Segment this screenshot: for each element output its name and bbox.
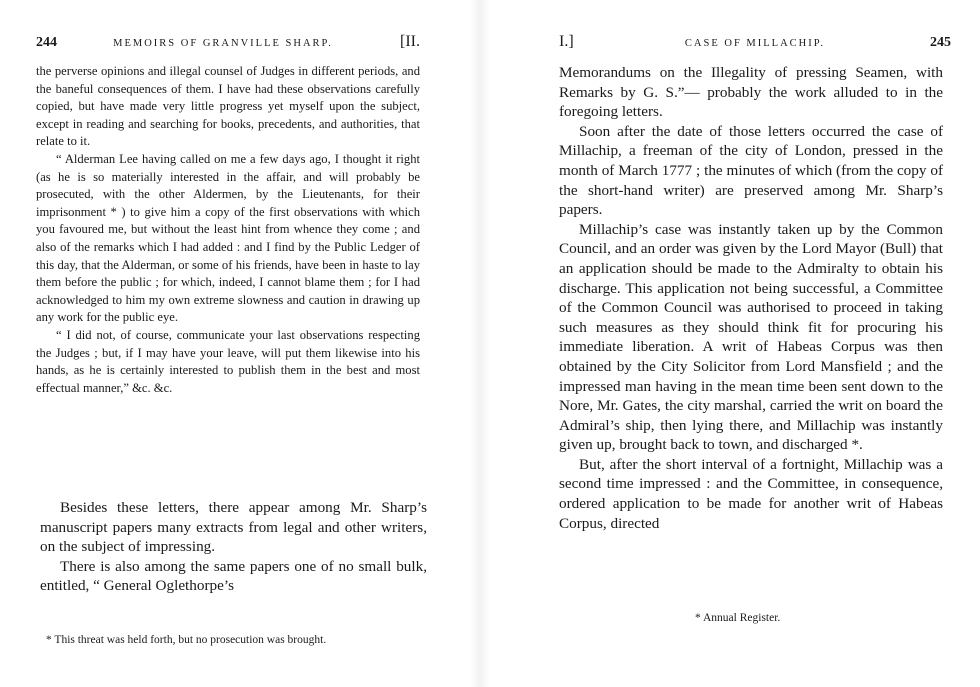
right-running-head — [559, 33, 951, 56]
quote-paragraph: “ I did not, of course, communicate your last observations respecting the Judges ; but, if I may have your leave, will put them likewise into his hands, as he is certainly interested to publish them in the best and most effectual manner,” &c. &c. — [36, 327, 420, 395]
left-running-head — [36, 33, 420, 56]
right-chapter-mark: I.] — [559, 33, 574, 50]
body-paragraph: Memorandums on the Illegality of pressing Seamen, with Remarks by G. S.”— probably the work alluded to in the foregoing letters. — [559, 64, 943, 121]
left-quoted-letter — [36, 63, 420, 397]
quote-paragraph: “ Alderman Lee having called on me a few days ago, I thought it right (as he is so materially interested in the affair, and will probably be prosecuted, with the other Aldermen, by the Lieutenants, for their imprisonment * ) to give him a copy of the first observations with which you favoured me, but without the least hint from whence they come ; and also of the remarks which I had added : and I find by the Public Ledger of this day, that the Alderman, or some of his friends, have been in haste to lay them before the public ; for which, indeed, I cannot blame them ; for I had acknowledged to him my own extreme slowness and caution in drawing up any work for the public eye. — [36, 151, 420, 325]
right-running-title: CASE OF MILLACHIP. — [684, 38, 826, 49]
left-body-text — [40, 498, 427, 596]
body-paragraph: Millachip’s case was instantly taken up by the Common Council, and an order was given by the Lord Mayor (Bull) that an application should be made to the Admiralty to obtain his discharge. This application not being successful, a Committee of the Common Council was authorised to proceed in taking such measures as they should think fit for procuring his immediate liberation. A writ of Habeas Corpus was then obtained by the City Solicitor from Lord Mansfield ; and the impressed man having in the mean time been sent down to the Nore, Mr. Gates, the city marshal, carried the writ on board the Admiral’s ship, then lying there, and Millachip was instantly given up, brought back to town, and discharged *. — [559, 220, 943, 454]
right-page-number: 245 — [930, 35, 951, 50]
body-paragraph: But, after the short interval of a fortnight, Millachip was a second time impressed : and the Committee, in consequence, ordered application to be made for another writ of Habeas Corpus, directed — [559, 455, 943, 532]
left-chapter-mark: [II. — [400, 33, 420, 50]
quote-paragraph: the perverse opinions and illegal counsel of Judges in different periods, and the baneful consequences of them. I have had these observations carefully copied, but have made very little progress yet myself upon the subject, except in reading and searching for books, precedents, and authorities, that relate to it. — [36, 64, 420, 149]
book-gutter — [470, 0, 490, 687]
right-footnote: * Annual Register. — [695, 612, 781, 624]
body-paragraph: There is also among the same papers one of no small bulk, entitled, “ General Oglethorpe’s — [40, 557, 427, 594]
left-page — [0, 0, 470, 687]
right-page — [490, 0, 980, 687]
left-footnote: * This threat was held forth, but no prosecution was brought. — [46, 634, 327, 646]
left-running-title: MEMOIRS OF GRANVILLE SHARP. — [113, 38, 333, 49]
left-page-number: 244 — [36, 35, 57, 50]
right-body-text — [559, 63, 943, 533]
body-paragraph: Soon after the date of those letters occurred the case of Millachip, a freeman of the city of London, pressed in the month of March 1777 ; the minutes of which (from the copy of the short-hand writer) are preserved among Mr. Sharp’s papers. — [559, 122, 943, 219]
body-paragraph: Besides these letters, there appear among Mr. Sharp’s manuscript papers many extracts from legal and other writers, on the subject of impressing. — [40, 499, 427, 555]
